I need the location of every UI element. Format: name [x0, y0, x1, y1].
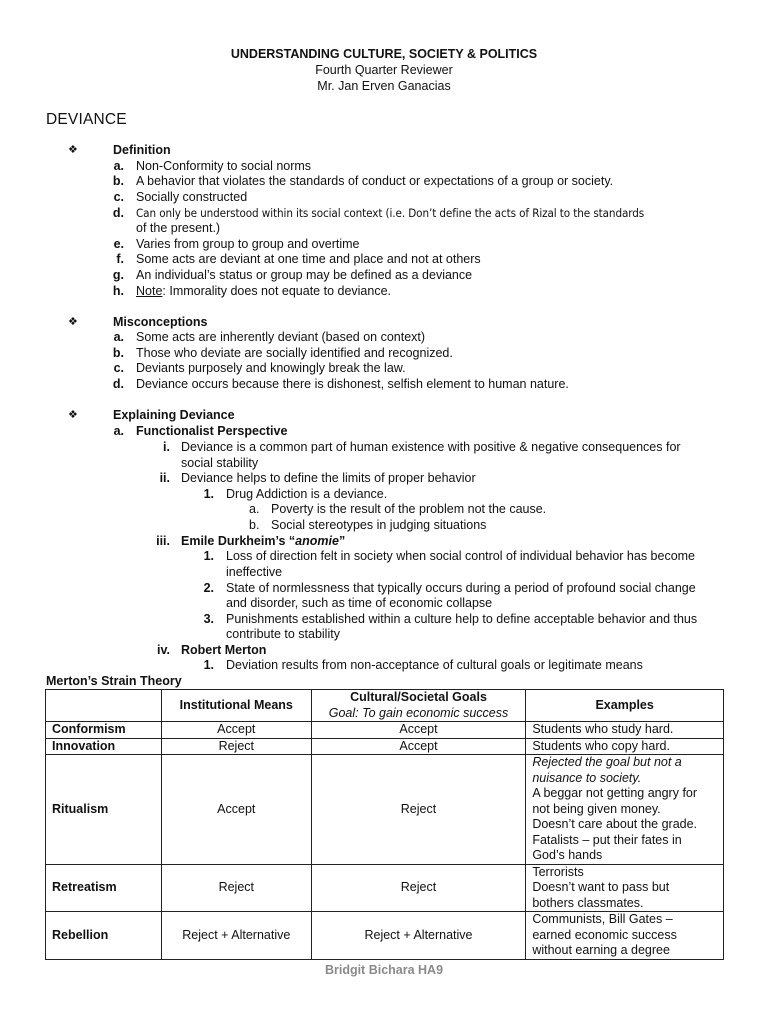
example-line: Doesn’t care about the grade. [532, 817, 698, 831]
note-label: Note [136, 284, 163, 298]
diamond-bullet-icon: ❖ [68, 409, 78, 421]
header-examples: Examples [526, 690, 724, 722]
list-marker: a. [249, 502, 260, 516]
list-item: A behavior that violates the standards of conduct or expectations of a group or society. [136, 174, 614, 188]
list-marker: b. [249, 518, 260, 532]
misconceptions-heading: Misconceptions [113, 315, 208, 329]
list-item: An individual’s status or group may be defined as a deviance [136, 268, 473, 282]
list-marker: 2. [203, 581, 214, 595]
table-row [46, 722, 724, 739]
list-item-continuation: social stability [181, 456, 259, 470]
list-marker: b. [112, 346, 124, 360]
goals-cell: Reject [311, 755, 526, 865]
means-cell: Accept [161, 755, 311, 865]
goals-cell: Accept [311, 722, 526, 739]
list-item: Deviance occurs because there is dishonest, selfish element to human nature. [136, 377, 569, 391]
list-marker: i. [163, 440, 170, 454]
examples-cell [526, 755, 724, 865]
document-title: UNDERSTANDING CULTURE, SOCIETY & POLITICS [230, 47, 538, 61]
closing-quote: ” [338, 534, 346, 548]
list-marker: 1. [203, 487, 214, 501]
example-line: Rejected the goal but not a [532, 755, 682, 769]
list-item: Socially constructed [136, 190, 248, 204]
list-marker: c. [113, 361, 124, 375]
list-item: State of normlessness that typically occurs during a period of profound social change [226, 581, 696, 595]
document-author: Mr. Jan Erven Ganacias [317, 79, 451, 93]
diamond-bullet-icon: ❖ [68, 144, 78, 156]
example-line: Terrorists [532, 864, 584, 879]
list-item-continuation: and disorder, such as time of economic collapse [226, 596, 493, 610]
diamond-bullet-icon: ❖ [68, 316, 78, 328]
means-cell: Accept [161, 722, 311, 739]
list-marker: e. [113, 237, 124, 251]
goals-cell: Accept [311, 738, 526, 755]
example-line: earned economic success [532, 927, 677, 942]
means-cell: Reject [161, 738, 311, 755]
list-item-continuation: ineffective [226, 565, 283, 579]
list-item-note [136, 284, 391, 299]
list-marker: 1. [203, 549, 214, 563]
merton-heading: Robert Merton [181, 643, 267, 657]
definition-heading: Definition [113, 143, 171, 157]
list-item: Some acts are inherently deviant (based on context) [136, 330, 426, 344]
examples-cell: Students who study hard. [526, 722, 724, 739]
list-marker: g. [112, 268, 124, 282]
durkheim-label: Emile Durkheim’s “ [181, 534, 296, 548]
header-cell-empty [46, 690, 162, 722]
functionalist-heading: Functionalist Perspective [136, 424, 288, 438]
means-cell: Reject [161, 864, 311, 912]
list-item-continuation: of the present.) [136, 221, 221, 235]
list-marker: 3. [203, 612, 214, 626]
goals-cell: Reject + Alternative [311, 912, 526, 960]
section-title: DEVIANCE [46, 111, 127, 128]
header-institutional-means: Institutional Means [161, 690, 311, 722]
list-item: Punishments established within a culture help to define acceptable behavior and thus [226, 612, 698, 626]
list-item: Deviance helps to define the limits of proper behavior [181, 471, 476, 485]
header-cultural-goals-label: Cultural/Societal Goals [350, 690, 487, 704]
header-cultural-goals [311, 690, 526, 722]
table-row [46, 864, 724, 912]
row-label: Conformism [46, 722, 162, 739]
list-marker: h. [112, 284, 124, 298]
list-item-continuation: contribute to stability [226, 627, 340, 641]
list-item: Loss of direction felt in society when social control of individual behavior has become [226, 549, 696, 563]
list-marker: d. [112, 206, 124, 220]
list-item: Poverty is the result of the problem not the cause. [271, 502, 547, 516]
list-marker: iii. [156, 534, 170, 548]
list-item: Those who deviate are socially identified and recognized. [136, 346, 453, 360]
anomie-term: anomie [295, 534, 339, 548]
table-title: Merton’s Strain Theory [46, 674, 182, 688]
goals-cell: Reject [311, 864, 526, 912]
strain-theory-table [45, 689, 724, 960]
list-marker: f. [116, 252, 124, 266]
example-line: Doesn’t want to pass but [532, 880, 670, 894]
explaining-heading: Explaining Deviance [113, 408, 235, 422]
list-marker: d. [112, 377, 124, 391]
example-line: without earning a degree [532, 943, 670, 957]
list-item: Some acts are deviant at one time and place and not at others [136, 252, 481, 266]
row-label: Rebellion [46, 912, 162, 960]
row-label: Retreatism [46, 864, 162, 912]
table-header-row [46, 690, 724, 722]
list-item: Deviance is a common part of human existence with positive & negative consequences for [181, 440, 681, 454]
durkheim-heading [181, 534, 345, 549]
list-marker: a. [113, 159, 124, 173]
list-marker: ii. [159, 471, 170, 485]
footer-credit: Bridgit Bichara HA9 [324, 963, 444, 977]
list-item: Varies from group to group and overtime [136, 237, 360, 251]
examples-cell [526, 912, 724, 960]
example-line: nuisance to society. [532, 770, 642, 785]
list-item: Can only be understood within its social context (i.e. Don’t define the acts of Rizal to the standards [136, 206, 645, 220]
example-line: A beggar not getting angry for [532, 786, 698, 800]
list-marker: a. [113, 330, 124, 344]
examples-cell: Students who copy hard. [526, 738, 724, 755]
list-item: Social stereotypes in judging situations [271, 518, 487, 532]
list-marker: 1. [203, 658, 214, 672]
list-item: Deviation results from non-acceptance of cultural goals or legitimate means [226, 658, 643, 672]
means-cell: Reject + Alternative [161, 912, 311, 960]
list-item: Deviants purposely and knowingly break the law. [136, 361, 406, 375]
example-line: God’s hands [532, 848, 603, 862]
row-label: Ritualism [46, 755, 162, 865]
list-item: Drug Addiction is a deviance. [226, 487, 388, 501]
list-marker: iv. [157, 643, 170, 657]
example-line: bothers classmates. [532, 895, 644, 910]
table-row [46, 738, 724, 755]
list-marker: b. [112, 174, 124, 188]
example-line: Communists, Bill Gates – [532, 912, 673, 926]
note-text: : Immorality does not equate to deviance. [162, 284, 392, 298]
list-marker: a. [113, 424, 124, 438]
list-item: Non-Conformity to social norms [136, 159, 312, 173]
example-line: Fatalists – put their fates in [532, 832, 682, 847]
list-marker: c. [113, 190, 124, 204]
table-row [46, 912, 724, 960]
example-line: not being given money. [532, 801, 661, 816]
examples-cell [526, 864, 724, 912]
header-cultural-goals-sub: Goal: To gain economic success [328, 705, 509, 720]
document-subtitle: Fourth Quarter Reviewer [315, 63, 453, 77]
row-label: Innovation [46, 738, 162, 755]
table-row [46, 755, 724, 865]
